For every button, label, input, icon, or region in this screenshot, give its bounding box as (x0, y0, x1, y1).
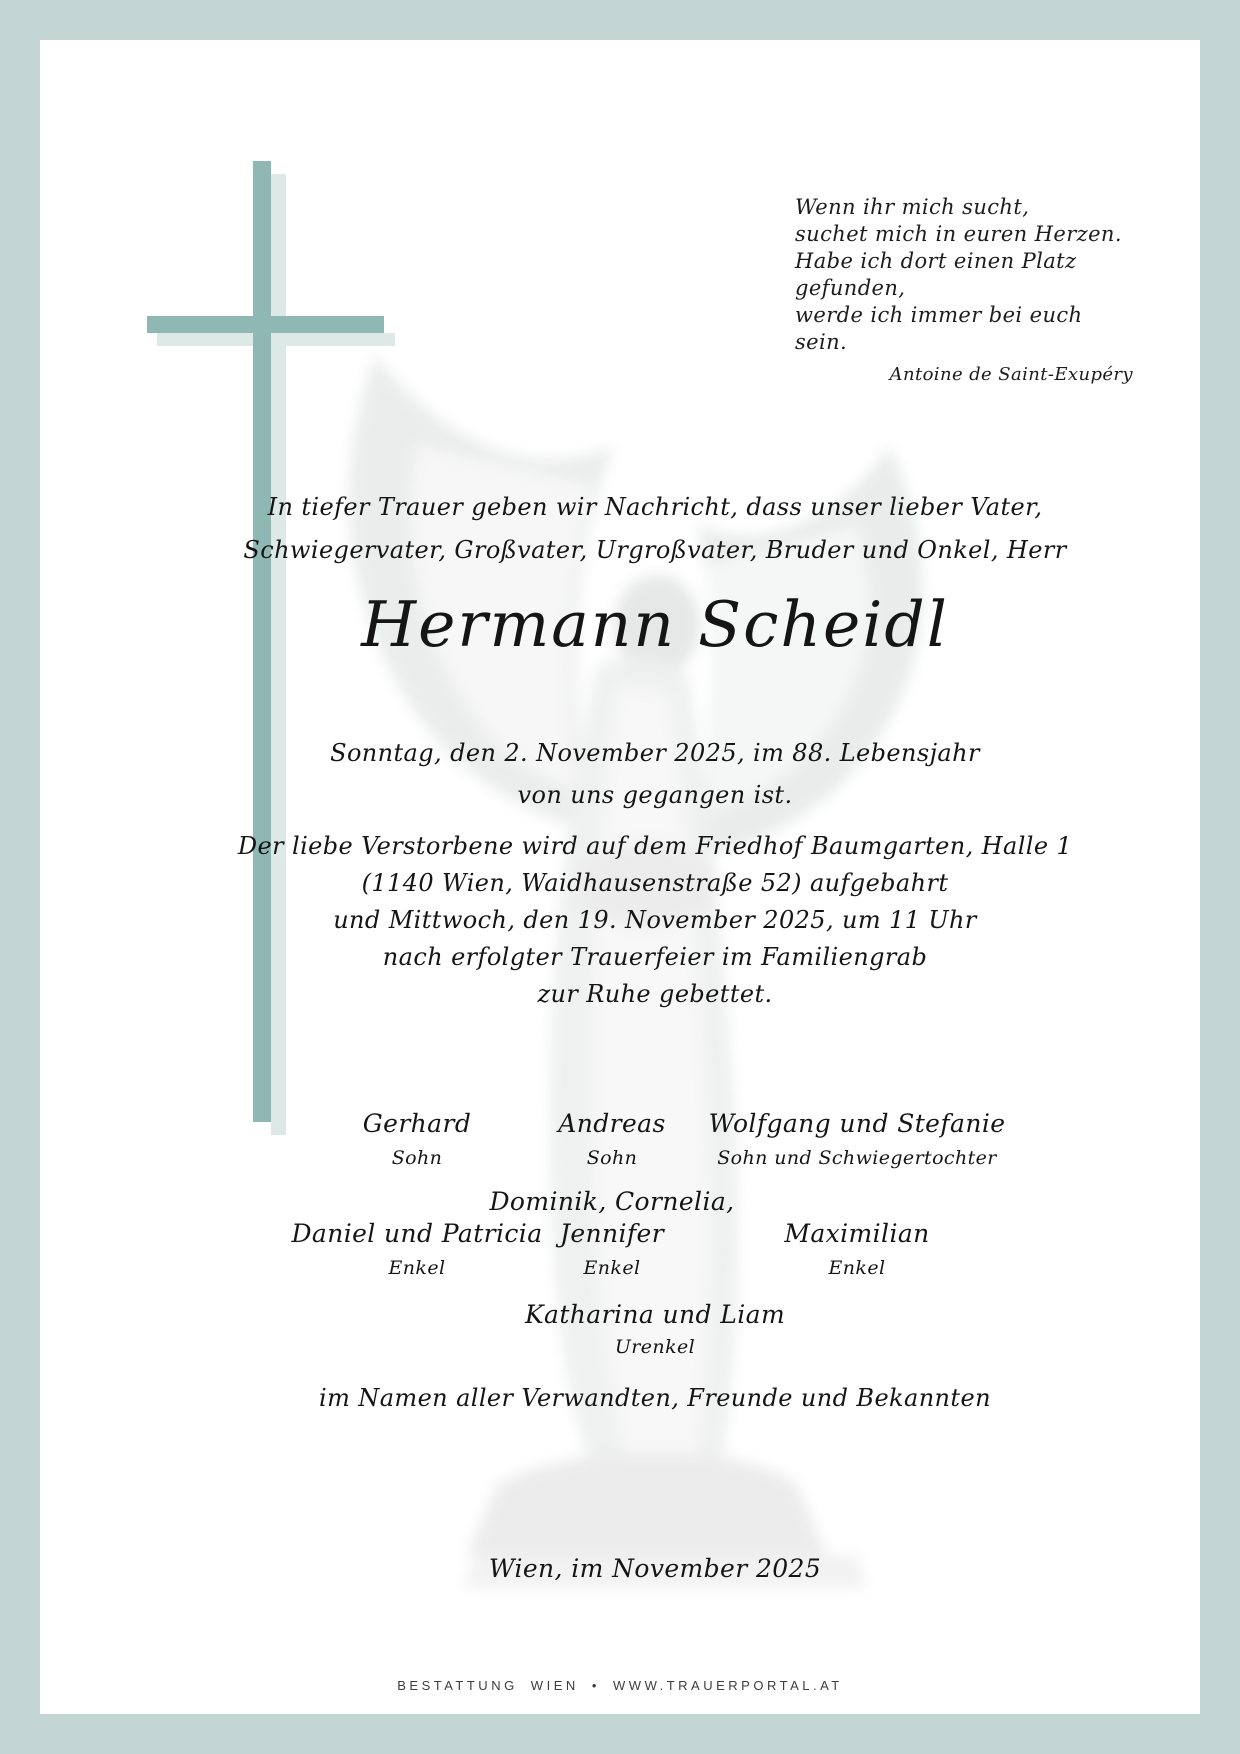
announcement-intro (95, 486, 1215, 572)
funeral-line: Der liebe Verstorbene wird auf dem Friedhof Baumgarten, Halle 1 (237, 832, 1073, 860)
mourner-names: Dominik, Cornelia, (489, 1187, 735, 1216)
mourners-row-great-grandchildren (95, 1300, 1215, 1358)
mourner-relation: Urenkel (614, 1336, 696, 1358)
cross-horizontal-bar (147, 316, 384, 333)
death-date-block (95, 732, 1215, 816)
funeral-line: zur Ruhe gebettet. (537, 980, 773, 1008)
mourner-relation: Sohn (391, 1147, 443, 1169)
intro-line: In tiefer Trauer geben wir Nachricht, dass unser lieber Vater, (267, 493, 1043, 521)
memorial-quote (795, 194, 1133, 388)
funeral-home-footer: BESTATTUNG WIEN • WWW.TRAUERPORTAL.AT (397, 1678, 843, 1693)
place-date: Wien, im November 2025 (488, 1554, 822, 1583)
mourners-row-grandchildren (95, 1186, 1215, 1306)
mourner-relation: Enkel (583, 1257, 641, 1279)
funeral-line: und Mittwoch, den 19. November 2025, um 11 Uhr (333, 906, 977, 934)
mourner-names: Maximilian (784, 1219, 930, 1248)
quote-line: Habe ich dort einen Platz gefunden, (795, 249, 1077, 300)
quote-attribution: Antoine de Saint-Exupéry (889, 364, 1133, 385)
mourner-names: Katharina und Liam (524, 1300, 786, 1329)
mourner-relation: Sohn (586, 1147, 638, 1169)
mourner-cell (692, 1108, 1022, 1170)
mourner-relation: Enkel (828, 1257, 886, 1279)
mourner-names: Gerhard (362, 1109, 472, 1138)
closing-line: im Namen aller Verwandten, Freunde und Bekannten (319, 1384, 991, 1412)
quote-line: suchet mich in euren Herzen. (795, 222, 1122, 246)
quote-line: Wenn ihr mich sucht, (795, 195, 1030, 219)
mourner-names: Daniel und Patricia (291, 1219, 543, 1248)
mourner-names: Jennifer (559, 1219, 665, 1248)
mourner-names: Wolfgang und Stefanie (708, 1109, 1006, 1138)
funeral-line: nach erfolgter Trauerfeier im Familiengrab (382, 943, 928, 971)
mourner-relation: Enkel (388, 1257, 446, 1279)
funeral-details (95, 828, 1215, 1013)
mourner-cell (692, 1186, 1022, 1280)
funeral-line: (1140 Wien, Waidhausenstraße 52) aufgebahrt (361, 869, 949, 897)
deceased-name: Hermann Scheidl (361, 588, 949, 661)
cross-horizontal-shadow (157, 333, 395, 346)
mourner-names: Andreas (558, 1109, 666, 1138)
quote-line: werde ich immer bei euch sein. (795, 303, 1083, 354)
death-line: von uns gegangen ist. (517, 781, 793, 809)
intro-line: Schwiegervater, Großvater, Urgroßvater, Bruder und Onkel, Herr (243, 536, 1067, 564)
mourner-relation: Sohn und Schwiegertochter (717, 1147, 997, 1169)
death-line: Sonntag, den 2. November 2025, im 88. Lebensjahr (330, 739, 980, 767)
